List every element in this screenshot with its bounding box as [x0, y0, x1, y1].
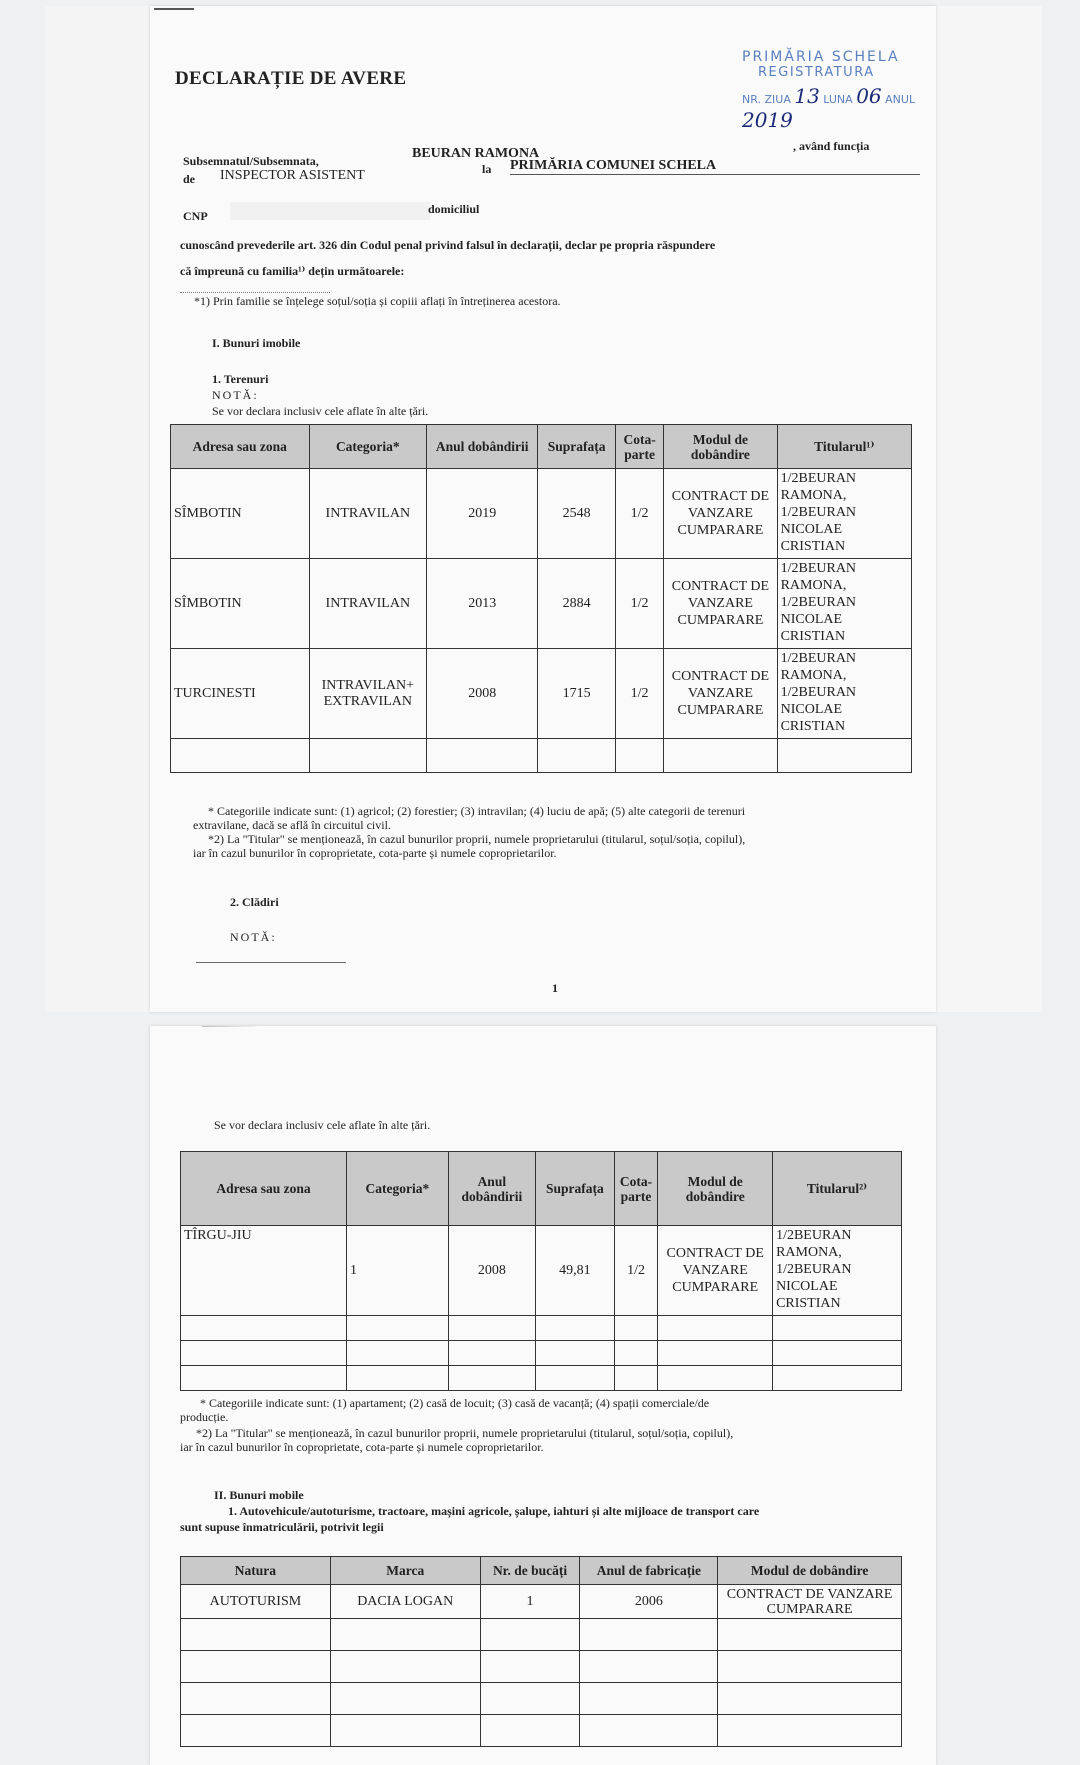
nota2-label: NOTĂ:: [230, 930, 277, 944]
document-page-2: [150, 1026, 936, 1765]
table-row-empty: [181, 1619, 902, 1651]
col-modul: Modul de dobândire: [658, 1152, 773, 1226]
cnp-label: CNP: [183, 209, 208, 223]
col-categoria: Categoria*: [309, 425, 427, 469]
col-anul: Anul dobândirii: [427, 425, 538, 469]
subsection-terenuri: 1. Terenuri: [212, 372, 269, 386]
cell-marca: DACIA LOGAN: [330, 1585, 480, 1619]
terenuri-footnote1b: extravilane, dacă se află în circuitul civil.: [193, 818, 391, 832]
cnp-redacted-field: [230, 202, 430, 220]
nota-label: NOTĂ:: [212, 388, 259, 402]
col-titular: Titularul¹⁾: [777, 425, 911, 469]
cell-titular: 1/2BEURAN RAMONA, 1/2BEURAN NICOLAE CRISTIAN: [777, 649, 911, 739]
cell-suprafata: 1715: [538, 649, 616, 739]
footnote-separator: [180, 292, 330, 293]
cell-adresa: SÎMBOTIN: [171, 469, 310, 559]
table-row: [181, 1226, 902, 1316]
cell-cota: 1/2: [614, 1226, 658, 1316]
cell-titular: 1/2BEURAN RAMONA, 1/2BEURAN NICOLAE CRISTIAN: [773, 1226, 902, 1316]
col-anul: Anul dobândirii: [448, 1152, 535, 1226]
cell-anul: 2013: [427, 559, 538, 649]
cell-modul: CONTRACT DE VANZARE CUMPARARE: [664, 469, 777, 559]
cell-suprafata: 49,81: [536, 1226, 615, 1316]
page-number: 1: [552, 981, 558, 995]
stamp-line2: REGISTRATURA: [758, 65, 875, 80]
table-row: [171, 649, 912, 739]
cell-adresa: TÎRGU-JIU: [181, 1226, 347, 1316]
la-label: la: [482, 162, 492, 176]
table-row-empty: [181, 1683, 902, 1715]
col-cota: Cota-parte: [614, 1152, 658, 1226]
cell-categoria: INTRAVILAN: [309, 559, 427, 649]
document-title: DECLARAȚIE DE AVERE: [175, 68, 407, 89]
cell-anul: 2019: [427, 469, 538, 559]
cell-categoria: INTRAVILAN+ EXTRAVILAN: [309, 649, 427, 739]
cladiri-footnote1: * Categoriile indicate sunt: (1) apartament; (2) casă de locuit; (3) casă de vacanță; (4) spații comerciale/de: [200, 1396, 710, 1410]
declaratie-line1: cunoscând prevederile art. 326 din Codul penal privind falsul în declarații, declar pe propria răspundere: [180, 238, 716, 252]
table-row-empty: [181, 1316, 902, 1341]
col-suprafata: Suprafața: [538, 425, 616, 469]
col-marca: Marca: [330, 1557, 480, 1585]
stamp-nr-label: NR.: [742, 93, 761, 106]
col-adresa: Adresa sau zona: [181, 1152, 347, 1226]
section-bunuri-mobile-sub-line1: 1. Autovehicule/autoturisme, tractoare, mașini agricole, șalupe, iahturi și alte mijloace de transport care: [228, 1504, 760, 1518]
page2-nota-text: Se vor declara inclusiv cele aflate în alte țări.: [214, 1118, 431, 1132]
avand-functia-label: , având funcția: [793, 139, 870, 153]
declaratie-line2: că împreună cu familia¹⁾ dețin următoarele:: [180, 264, 405, 278]
cell-titular: 1/2BEURAN RAMONA, 1/2BEURAN NICOLAE CRISTIAN: [777, 469, 911, 559]
cell-categoria: 1: [347, 1226, 449, 1316]
cell-modul: CONTRACT DE VANZARE CUMPARARE: [664, 559, 777, 649]
stamp-luna-label: LUNA: [823, 93, 853, 106]
cell-anul: 2008: [427, 649, 538, 739]
stamp-luna-value: 06: [856, 84, 882, 108]
col-modul-dobandire: Modul de dobândire: [718, 1557, 902, 1585]
cladiri-footnote2: *2) La "Titular" se menționează, în cazul bunurilor proprii, numele proprietarului (titularul, soțul/soția, copilul),: [196, 1426, 734, 1440]
col-suprafata: Suprafața: [536, 1152, 615, 1226]
cell-titular: 1/2BEURAN RAMONA, 1/2BEURAN NICOLAE CRISTIAN: [777, 559, 911, 649]
terenuri-table: [170, 424, 912, 773]
de-label: de: [183, 172, 195, 186]
cell-suprafata: 2884: [538, 559, 616, 649]
cell-categoria: INTRAVILAN: [309, 469, 427, 559]
cell-suprafata: 2548: [538, 469, 616, 559]
terenuri-footnote2b: iar în cazul bunurilor în coproprietate, cota-parte și numele coproprietarilor.: [193, 846, 557, 860]
subsection-cladiri: 2. Clădiri: [230, 895, 279, 909]
cell-nr-bucati: 1: [480, 1585, 580, 1619]
functia-value: INSPECTOR ASISTENT: [220, 168, 365, 183]
document-page-1: [150, 6, 936, 1012]
table-row: [181, 1585, 902, 1619]
stamp-an-value: 2019: [742, 108, 793, 132]
footnote-familie: *1) Prin familie se înțelege soțul/soția și copiii aflați în întreținerea acestora.: [194, 294, 561, 308]
table-header-row: [181, 1557, 902, 1585]
cell-adresa: SÎMBOTIN: [171, 559, 310, 649]
vehicule-table: [180, 1556, 902, 1747]
table-row-empty: [181, 1651, 902, 1683]
page1-separator: [196, 962, 346, 963]
col-natura: Natura: [181, 1557, 331, 1585]
col-cota: Cota-parte: [615, 425, 663, 469]
col-nr-bucati: Nr. de bucăți: [480, 1557, 580, 1585]
right-background-strip: [936, 6, 1042, 1012]
cell-natura: AUTOTURISM: [181, 1585, 331, 1619]
table-row-empty: [171, 739, 912, 773]
section-bunuri-imobile: I. Bunuri imobile: [212, 336, 301, 350]
terenuri-footnote1: * Categoriile indicate sunt: (1) agricol; (2) forestier; (3) intravilan; (4) luciu de apă; (5) alte categorii de terenuri: [208, 804, 746, 818]
nota-text: Se vor declara inclusiv cele aflate în alte țări.: [212, 404, 429, 418]
col-titular: Titularul²⁾: [773, 1152, 902, 1226]
cell-cota: 1/2: [615, 469, 663, 559]
table-header-row: [171, 425, 912, 469]
subsemnatul-label: Subsemnatul/Subsemnata,: [183, 154, 319, 168]
table-row-empty: [181, 1366, 902, 1391]
table-row: [171, 559, 912, 649]
page-fold-line: [202, 1026, 932, 1057]
institutia-value: PRIMĂRIA COMUNEI SCHELA: [510, 158, 920, 175]
page-edge-mark: [154, 8, 194, 10]
cell-cota: 1/2: [615, 649, 663, 739]
declarant-name: BEURAN RAMONA: [412, 146, 540, 161]
registry-stamp: [742, 49, 936, 132]
cell-modul: CONTRACT DE VANZARE CUMPARARE: [658, 1226, 773, 1316]
table-row-empty: [181, 1341, 902, 1366]
left-background-strip: [45, 6, 150, 1012]
cell-adresa: TURCINESTI: [171, 649, 310, 739]
cell-anul: 2008: [448, 1226, 535, 1316]
cell-modul: CONTRACT DE VANZARE CUMPARARE: [664, 649, 777, 739]
cladiri-footnote2b: iar în cazul bunurilor în coproprietate, cota-parte și numele coproprietarilor.: [180, 1440, 544, 1454]
terenuri-footnote2: *2) La "Titular" se menționează, în cazul bunurilor proprii, numele proprietarului (titularul, soțul/soția, copilul),: [208, 832, 746, 846]
col-categoria: Categoria*: [347, 1152, 449, 1226]
stamp-an-label: ANUL: [885, 93, 916, 106]
cladiri-table: [180, 1151, 902, 1391]
col-adresa: Adresa sau zona: [171, 425, 310, 469]
section-bunuri-mobile: II. Bunuri mobile: [214, 1488, 304, 1502]
table-header-row: [181, 1152, 902, 1226]
stamp-zi-value: 13: [794, 84, 820, 108]
domiciliul-label: domiciliul: [428, 202, 480, 216]
stamp-date-row: [742, 84, 936, 132]
cladiri-footnote1b: producție.: [180, 1410, 229, 1424]
table-row-empty: [181, 1715, 902, 1747]
stamp-zi-label: ZIUA: [764, 93, 791, 106]
cell-cota: 1/2: [615, 559, 663, 649]
col-an-fabricatie: Anul de fabricație: [580, 1557, 718, 1585]
section-bunuri-mobile-sub-line2: sunt supuse înmatriculării, potrivit legii: [180, 1520, 384, 1534]
col-modul: Modul de dobândire: [664, 425, 777, 469]
table-row: [171, 469, 912, 559]
stamp-line1: PRIMĂRIA SCHELA: [742, 49, 900, 65]
cell-modul-dobandire: CONTRACT DE VANZARE CUMPARARE: [718, 1585, 902, 1619]
cell-an-fabricatie: 2006: [580, 1585, 718, 1619]
